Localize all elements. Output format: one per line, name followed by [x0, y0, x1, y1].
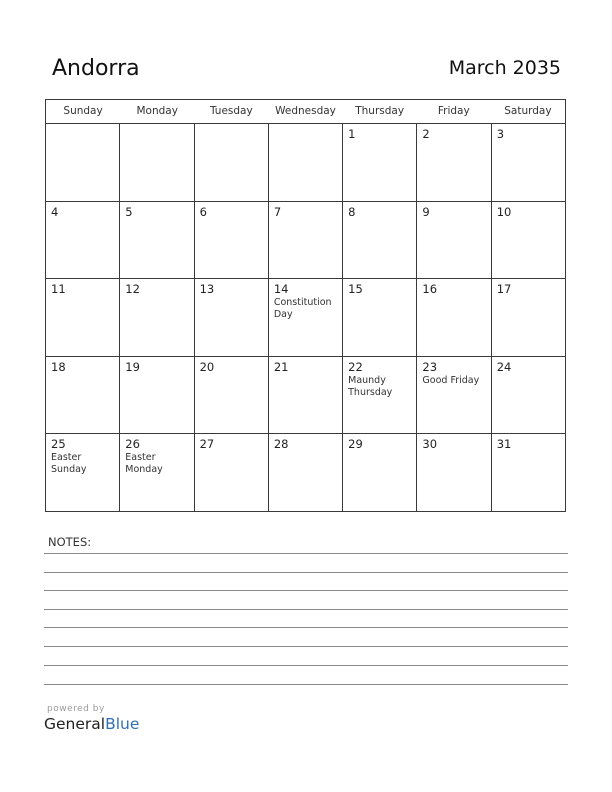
- day-number: 31: [496, 437, 512, 452]
- day-number: 5: [125, 204, 133, 219]
- day-number: 11: [51, 282, 66, 297]
- day-number: 7: [273, 204, 282, 219]
- weekday-monday: Monday: [136, 105, 178, 117]
- day-number: 4: [51, 204, 59, 219]
- day-cell: [492, 434, 565, 512]
- day-cell: [269, 124, 343, 201]
- holiday-label: Easter Sunday: [51, 452, 87, 476]
- day-cell: [46, 202, 120, 279]
- note-line: [44, 572, 568, 573]
- day-number: 17: [496, 282, 512, 297]
- note-line: [44, 627, 568, 628]
- day-cell: [343, 124, 417, 201]
- note-line: [44, 590, 568, 591]
- week-row-3: [46, 279, 565, 357]
- day-number: 27: [199, 437, 215, 452]
- brand-blue-text: Blue: [105, 715, 140, 733]
- day-cell: [46, 434, 120, 512]
- notes-section: [44, 535, 568, 549]
- weekday-tuesday: Tuesday: [209, 105, 253, 117]
- weekday-sunday: Sunday: [63, 105, 103, 117]
- powered-by-label: powered by: [47, 704, 105, 714]
- day-number: 22: [348, 359, 363, 374]
- day-cell: [417, 357, 491, 434]
- day-cell: [120, 202, 194, 279]
- day-cell: [120, 124, 194, 201]
- country-title: Andorra: [52, 56, 140, 81]
- day-cell: [120, 279, 194, 356]
- day-number: 9: [422, 204, 430, 219]
- day-number: 24: [496, 359, 512, 374]
- month-year-title: March 2035: [448, 57, 561, 79]
- note-line: [44, 609, 568, 610]
- weekday-thursday: Thursday: [355, 105, 405, 117]
- day-number: 6: [199, 204, 207, 219]
- day-cell: [417, 434, 491, 512]
- weekday-header-row: [46, 100, 565, 124]
- day-number: 13: [199, 282, 215, 297]
- holiday-label: Maundy Thursday: [348, 374, 393, 398]
- day-number: 21: [273, 359, 289, 374]
- day-number: 8: [348, 204, 356, 219]
- day-number: 28: [273, 437, 289, 452]
- week-row-5: [46, 434, 565, 512]
- day-cell: [195, 279, 269, 356]
- day-cell: [269, 357, 343, 434]
- day-cell: [269, 279, 343, 356]
- day-number: 20: [199, 359, 215, 374]
- day-number: 23: [422, 359, 438, 374]
- weekday-saturday: Saturday: [504, 105, 552, 117]
- weekday-friday: Friday: [437, 105, 470, 117]
- day-number: 10: [496, 204, 512, 219]
- day-cell: [343, 279, 417, 356]
- brand-general-text: General: [44, 715, 106, 733]
- day-cell: [343, 434, 417, 512]
- day-cell: [417, 202, 491, 279]
- note-line: [44, 646, 568, 647]
- note-line: [44, 665, 568, 666]
- calendar-grid: [45, 99, 566, 512]
- week-row-1: [46, 124, 565, 202]
- day-cell: [195, 434, 269, 512]
- day-number: 1: [348, 127, 356, 141]
- note-line: [44, 553, 568, 554]
- holiday-label: Easter Monday: [125, 452, 163, 476]
- day-number: 12: [125, 282, 140, 297]
- day-cell: [492, 202, 565, 279]
- day-number: 16: [422, 282, 438, 297]
- day-number: 26: [125, 437, 140, 452]
- notes-label: NOTES:: [48, 535, 92, 549]
- day-number: 18: [51, 359, 66, 374]
- day-number: 19: [125, 359, 140, 374]
- day-cell: [46, 279, 120, 356]
- footer-branding: [44, 704, 139, 733]
- day-number: 29: [348, 437, 363, 452]
- day-cell: [417, 124, 491, 201]
- day-cell: [46, 124, 120, 201]
- weekday-wednesday: Wednesday: [275, 105, 336, 117]
- week-row-4: [46, 357, 565, 435]
- note-line: [44, 684, 568, 685]
- day-cell: [343, 357, 417, 434]
- day-cell: [269, 202, 343, 279]
- holiday-label: Constitution Day: [273, 297, 332, 321]
- day-cell: [269, 434, 343, 512]
- day-number: 3: [496, 127, 505, 141]
- day-number: 2: [422, 127, 430, 141]
- day-cell: [46, 357, 120, 434]
- day-cell: [343, 202, 417, 279]
- day-cell: [417, 279, 491, 356]
- day-cell: [492, 124, 565, 201]
- day-number: 25: [51, 437, 66, 452]
- day-cell: [120, 357, 194, 434]
- day-cell: [195, 357, 269, 434]
- day-cell: [195, 124, 269, 201]
- day-number: 30: [422, 437, 438, 452]
- generalblue-logo: [44, 715, 139, 733]
- week-row-2: [46, 202, 565, 280]
- day-cell: [195, 202, 269, 279]
- day-number: 14: [273, 282, 289, 297]
- day-number: 15: [348, 282, 363, 297]
- holiday-label: Good Friday: [422, 374, 480, 386]
- day-cell: [492, 279, 565, 356]
- day-cell: [492, 357, 565, 434]
- day-cell: [120, 434, 194, 512]
